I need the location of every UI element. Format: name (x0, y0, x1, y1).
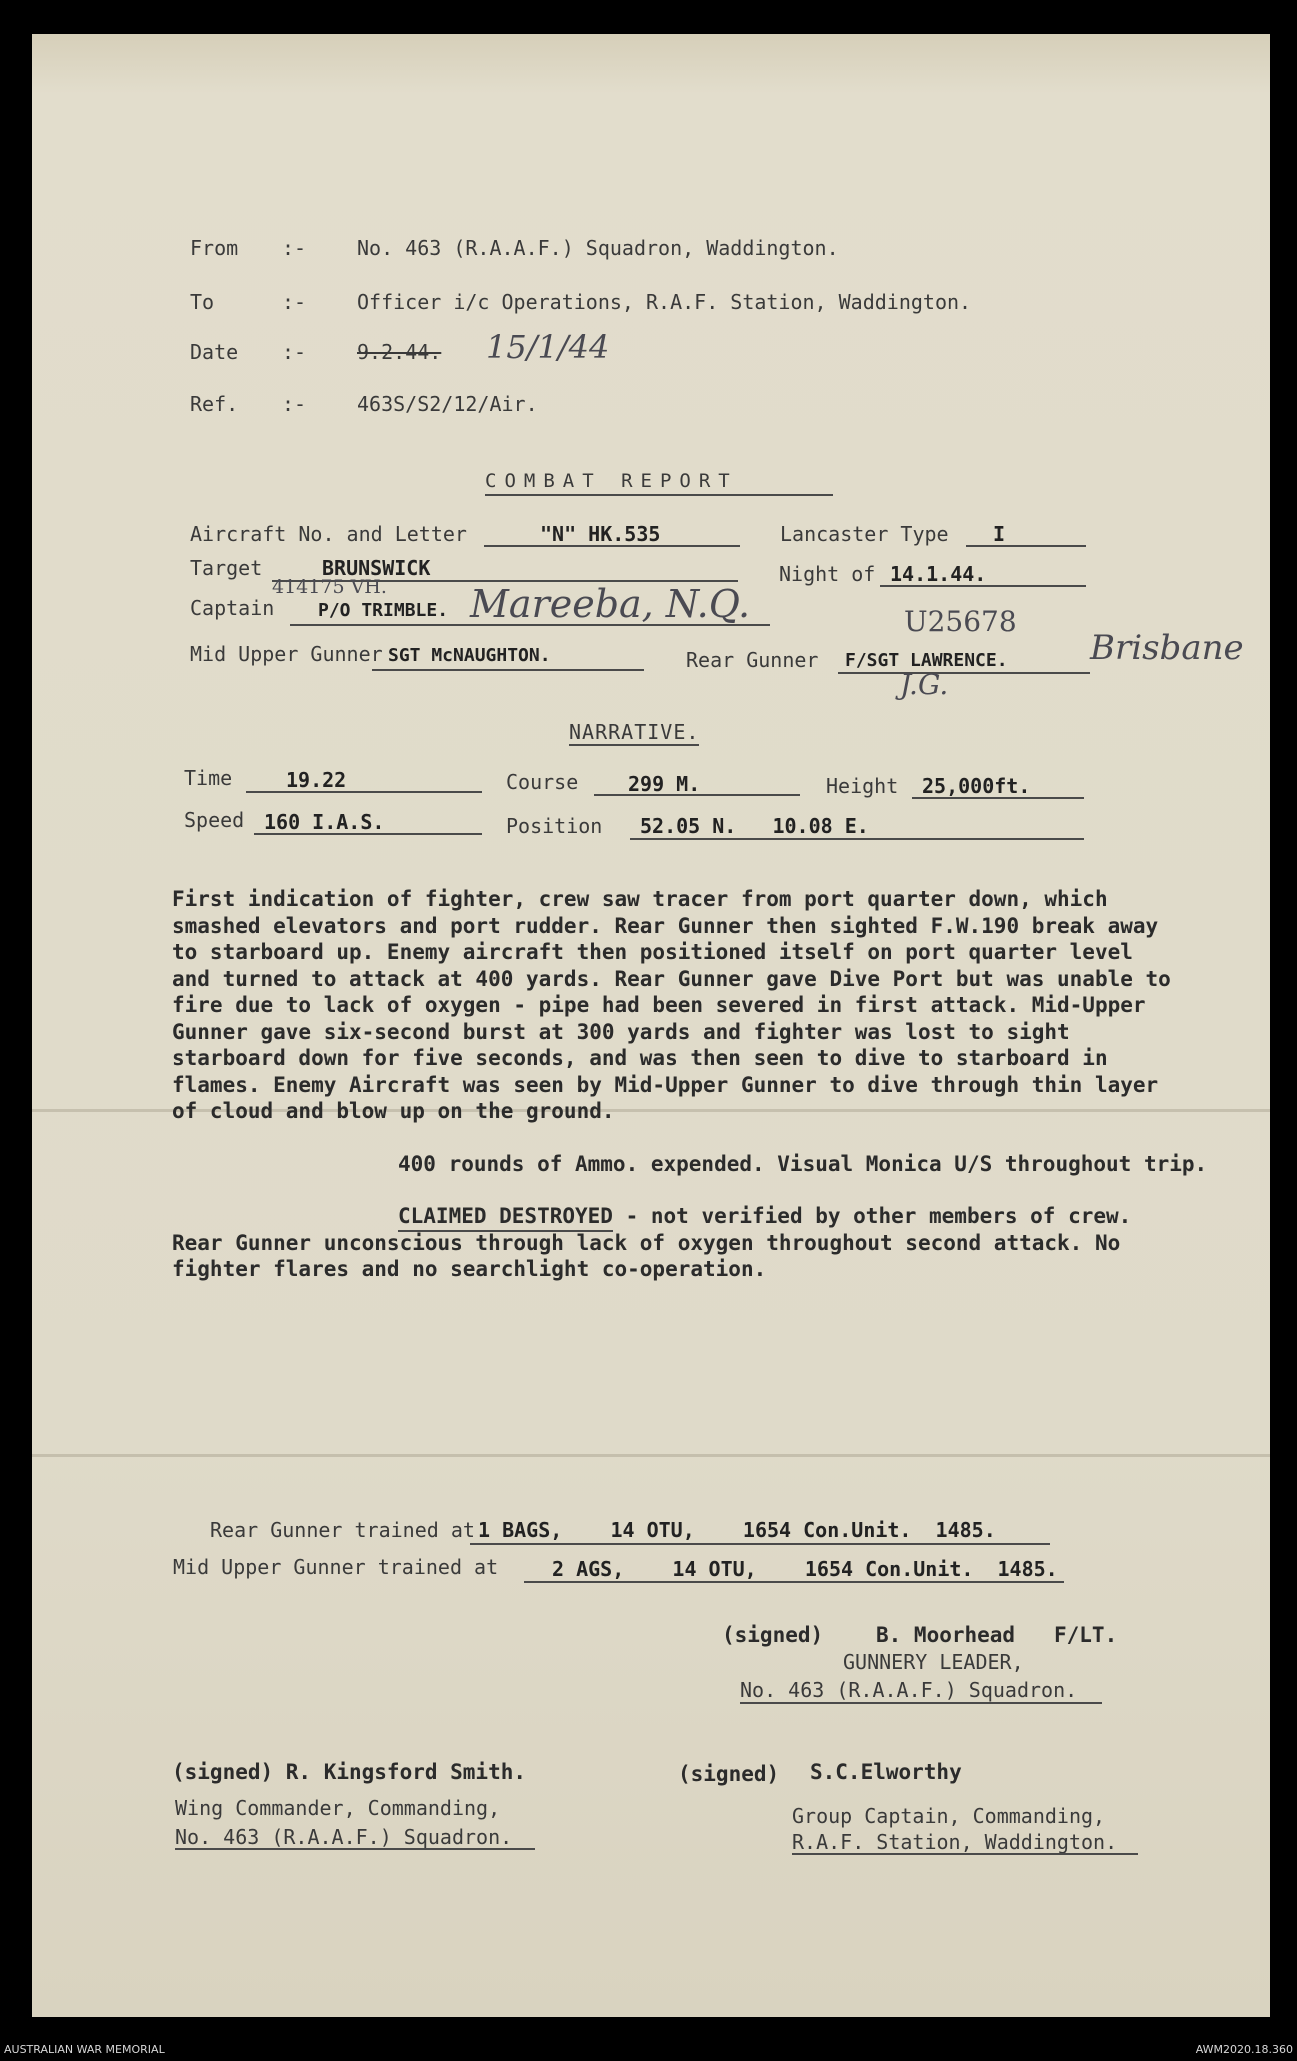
field-underline (470, 1543, 1050, 1545)
from-label: From (190, 236, 239, 260)
gunnery-unit: No. 463 (R.A.A.F.) Squadron. (740, 1678, 1078, 1702)
height-value: 25,000ft. (922, 774, 1031, 798)
heading-underline (569, 744, 699, 746)
date-label: Date (190, 340, 239, 364)
date-value: 9.2.44. (357, 340, 442, 364)
speed-label: Speed (184, 808, 245, 832)
course-label: Course (506, 770, 579, 794)
separator: :- (282, 340, 307, 364)
ref-value: 463S/S2/12/Air. (357, 392, 538, 416)
field-underline (838, 672, 1090, 674)
field-underline (966, 545, 1086, 547)
speed-value: 160 I.A.S. (264, 810, 385, 834)
captain-service-number: 414175 VH. (272, 576, 387, 598)
type-value: I (993, 522, 1006, 546)
ref-label: Ref. (190, 392, 239, 416)
night-label: Night of (779, 562, 876, 586)
to-value: Officer i/c Operations, R.A.F. Station, Waddington. (357, 290, 972, 314)
field-underline (524, 1581, 1064, 1583)
height-label: Height (826, 774, 899, 798)
gunnery-rank: F/LT. (1054, 1623, 1118, 1647)
footer-credit: AUSTRALIAN WAR MEMORIAL (4, 2043, 165, 2056)
course-value: 299 M. (628, 772, 701, 796)
report-title: COMBAT REPORT (485, 470, 738, 492)
target-label: Target (190, 556, 263, 580)
field-underline (594, 794, 800, 796)
rear-gunner-value: F/SGT LAWRENCE. (845, 650, 1008, 671)
rear-gunner-service-number: U25678 (904, 605, 1017, 638)
field-underline (254, 833, 482, 835)
separator: :- (282, 392, 307, 416)
field-underline (912, 797, 1084, 799)
wing-unit: No. 463 (R.A.A.F.) Squadron. (175, 1825, 513, 1849)
field-underline (484, 545, 740, 547)
title-underline (485, 494, 833, 496)
claim-text: - not verified by other members of crew. Rear Gunner unconscious through lack of oxygen throughout second attack. No fighter flares and no searchlight co-operation. (172, 1204, 1132, 1281)
night-value: 14.1.44. (890, 562, 987, 586)
wing-title: Wing Commander, Commanding, (175, 1796, 501, 1820)
separator: :- (282, 236, 307, 260)
wing-signed: (signed) R. Kingsford Smith. (172, 1760, 527, 1784)
footer-accession: AWM2020.18.360 (1195, 2043, 1293, 2056)
unit-underline (792, 1853, 1138, 1855)
narrative-body (172, 886, 1222, 1283)
gunnery-signed: (signed) (722, 1623, 824, 1647)
aircraft-label: Aircraft No. and Letter (190, 522, 467, 546)
group-signed: (signed) (678, 1762, 780, 1786)
unit-underline (740, 1702, 1102, 1704)
mid-gunner-value: SGT McNAUGHTON. (388, 645, 551, 666)
rear-trained-label: Rear Gunner trained at (210, 1518, 475, 1542)
rear-gunner-hometown: Brisbane (1090, 628, 1244, 668)
to-label: To (190, 290, 215, 314)
from-value: No. 463 (R.A.A.F.) Squadron, Waddington. (357, 236, 839, 260)
narrative-heading: NARRATIVE. (569, 720, 700, 744)
group-unit: R.A.F. Station, Waddington. (792, 1830, 1118, 1854)
target-value: BRUNSWICK (322, 556, 431, 580)
gunnery-name: B. Moorhead (876, 1623, 1016, 1647)
field-underline (630, 838, 1084, 840)
field-underline (880, 585, 1086, 587)
separator: :- (282, 290, 307, 314)
aircraft-value: "N" HK.535 (540, 522, 661, 546)
field-underline (372, 669, 644, 671)
time-label: Time (184, 766, 233, 790)
claim-paragraph (172, 1203, 1172, 1283)
claimed-destroyed: CLAIMED DESTROYED (398, 1204, 613, 1232)
narrative-paragraph: First indication of fighter, crew saw tracer from port quarter down, which smashed elevators and port rudder. Rear Gunner then sighted F.W.190 break away to starboard up. Enemy aircraft then positioned itself on port quarter level and turned to attack at 400 yards. Rear Gunner gave Dive Port but was unable to fire due to lack of oxygen - pipe had been severed in first attack. Mid-Upper Gunner gave six-second burst at 300 yards and fighter was lost to sight starboard down for five seconds, and was then seen to dive to starboard in flames. Enemy Aircraft was seen by Mid-Upper Gunner to dive through thin layer of cloud and blow up on the ground. (172, 887, 1171, 1123)
rear-gunner-label: Rear Gunner (686, 648, 819, 672)
mid-gunner-label: Mid Upper Gunner (190, 642, 383, 666)
captain-label: Captain (190, 596, 275, 620)
time-value: 19.22 (286, 768, 347, 792)
mid-trained-value: 2 AGS, 14 OTU, 1654 Con.Unit. 1485. (552, 1557, 1058, 1581)
captain-value: P/O TRIMBLE. (318, 600, 449, 621)
group-title: Group Captain, Commanding, (792, 1804, 1106, 1828)
rear-trained-value: 1 BAGS, 14 OTU, 1654 Con.Unit. 1485. (478, 1518, 996, 1542)
position-label: Position (506, 814, 603, 838)
paper-fold (32, 1454, 1270, 1457)
ammo-paragraph: 400 rounds of Ammo. expended. Visual Monica U/S throughout trip. (398, 1151, 1208, 1176)
mid-trained-label: Mid Upper Gunner trained at (173, 1555, 499, 1579)
field-underline (246, 791, 482, 793)
captain-hometown: Mareeba, N.Q. (470, 582, 751, 626)
gunnery-title: GUNNERY LEADER, (843, 1650, 1024, 1674)
type-label: Lancaster Type (780, 522, 949, 546)
unit-underline (175, 1848, 535, 1850)
rear-gunner-initials: J.G. (900, 668, 949, 701)
group-name: S.C.Elworthy (810, 1760, 962, 1784)
date-handwritten: 15/1/44 (486, 328, 610, 366)
position-value: 52.05 N. 10.08 E. (640, 814, 869, 838)
